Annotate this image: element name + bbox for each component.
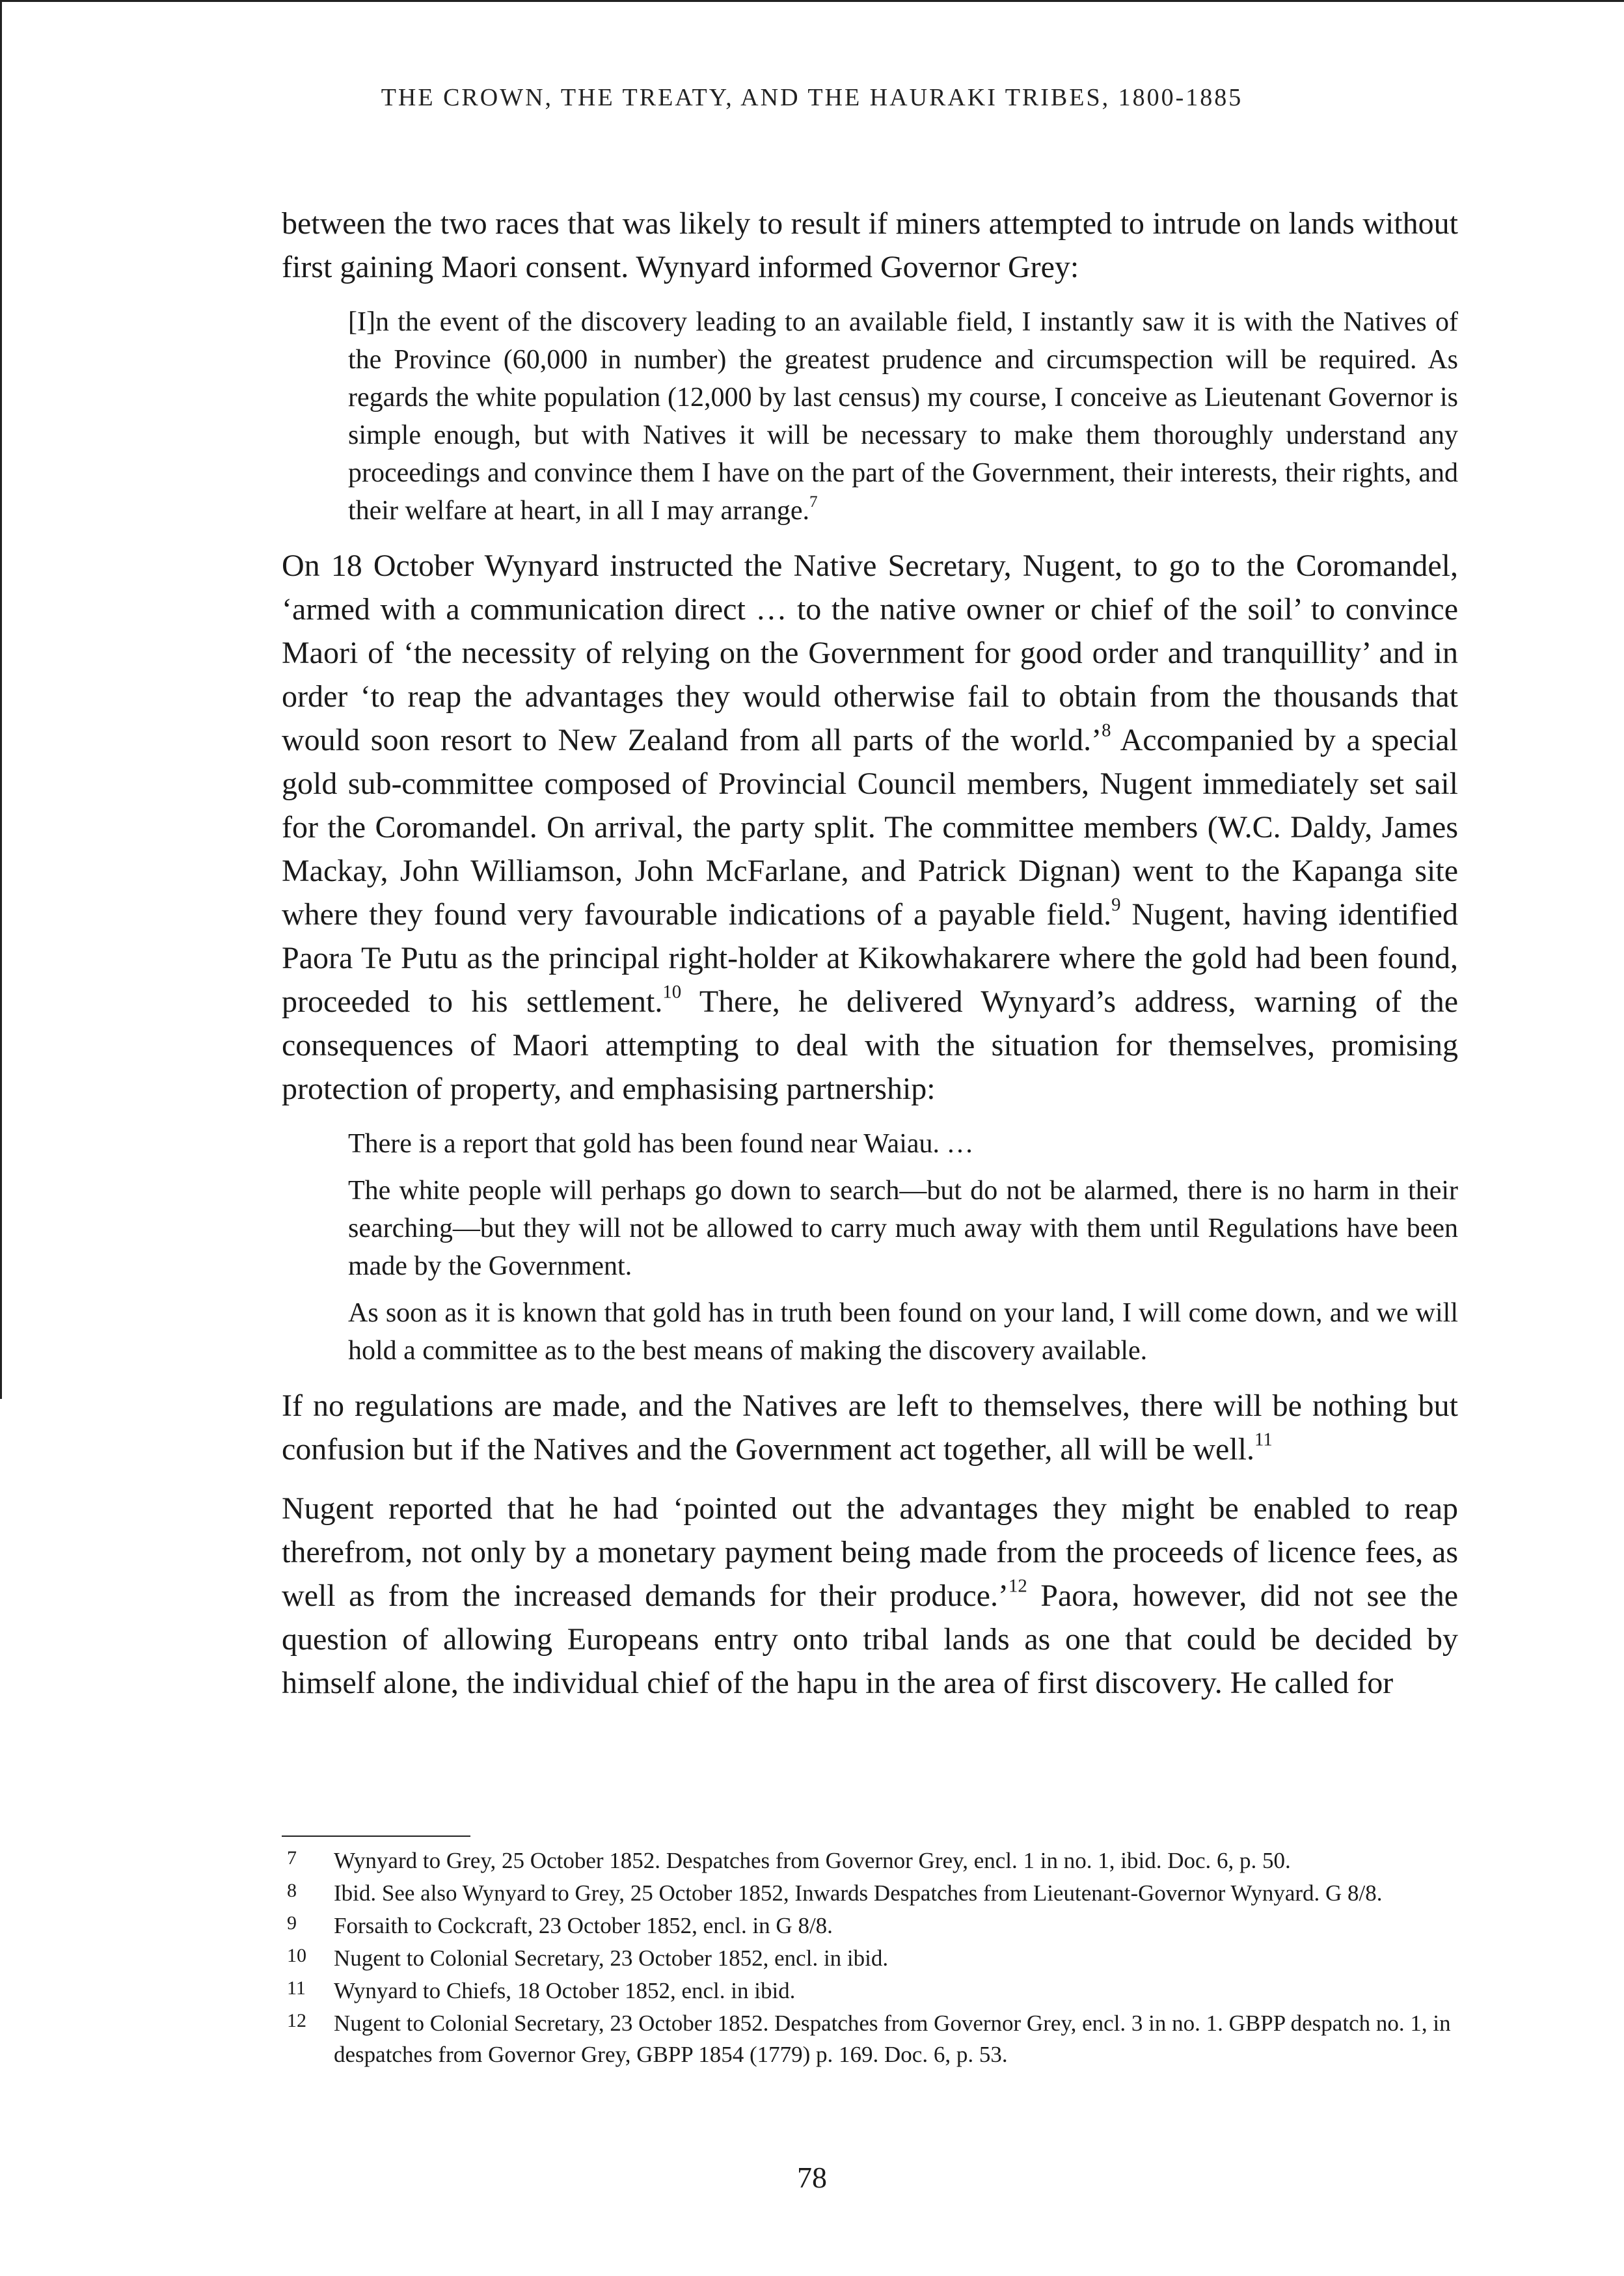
quote-text: [I]n the event of the discovery leading to an available field, I instantly saw it is with the Natives of the Province (60,000 in number) the greatest prudence and circumspection will be required. As regards the white population (12,000 by last census) my course, I conceive as Lieutenant Governor is simple enough, but with Natives it will be necessary to make them thoroughly understand any proceedings and convince them I have on the part of the Government, their interests, their rights, and their welfare at heart, in all I may arrange. xyxy=(348,307,1458,526)
page-number: 78 xyxy=(797,2161,827,2194)
footnote-11 xyxy=(282,1975,1458,2007)
footnote-number: 10 xyxy=(287,1945,306,1966)
paragraph-2-part-d: There, he delivered Wynyard’s address, warning of the consequences of Maori attempting to deal with the situation for themselves, promising protection of property, and emphasising partnership: xyxy=(282,984,1458,1106)
footnote-text: Wynyard to Chiefs, 18 October 1852, encl. in ibid. xyxy=(334,1978,796,2003)
footnote-text: Nugent to Colonial Secretary, 23 October 1852, encl. in ibid. xyxy=(334,1945,889,1971)
footnote-10 xyxy=(282,1943,1458,1974)
footnote-number: 12 xyxy=(287,2010,306,2031)
block-quote-2 xyxy=(348,1125,1458,1370)
footnote-ref: 12 xyxy=(1008,1575,1027,1597)
footnote-number: 7 xyxy=(287,1847,297,1869)
footnote-number: 11 xyxy=(287,1977,306,1999)
paragraph-1: between the two races that was likely to result if miners attempted to intrude on lands without first gaining Maori consent. Wynyard informed Governor Grey: xyxy=(282,206,1458,284)
body-text xyxy=(282,202,1458,1705)
block-quote-2-line-1: There is a report that gold has been found near Waiau. … xyxy=(348,1129,974,1159)
paragraph-3 xyxy=(282,1384,1458,1471)
footnote-text: Ibid. See also Wynyard to Grey, 25 October 1852, Inwards Despatches from Lieutenant-Governor Wynyard. G 8/8. xyxy=(334,1880,1383,1906)
block-quote-2-line-3: As soon as it is known that gold has in truth been found on your land, I will come down, and we will hold a committee as to the best means of making the discovery available. xyxy=(348,1298,1458,1366)
footnote-ref: 9 xyxy=(1111,894,1121,915)
footnote-9 xyxy=(282,1910,1458,1942)
footnote-ref: 7 xyxy=(809,493,818,511)
footnote-7 xyxy=(282,1845,1458,1876)
footnote-ref: 10 xyxy=(662,981,682,1003)
block-quote-2-line-2: The white people will perhaps go down to search—but do not be alarmed, there is no harm in their searching—but they will not be allowed to carry much away with them until Regulations have been made by the Government. xyxy=(348,1176,1458,1281)
paragraph-4-part-b: Paora, however, did not see the question of allowing Europeans entry onto tribal lands as one that could be decided by himself alone, the individual chief of the hapu in the area of first discovery. He called for xyxy=(282,1578,1458,1700)
scan-edge-top xyxy=(0,0,1624,2)
block-quote-1-text xyxy=(348,303,1458,530)
paragraph-4 xyxy=(282,1487,1458,1705)
footnotes xyxy=(282,1845,1458,2072)
scan-edge-left xyxy=(0,0,2,1399)
running-head: THE CROWN, THE TREATY, AND THE HAURAKI TRIBES, 1800-1885 xyxy=(381,84,1243,111)
footnote-text: Wynyard to Grey, 25 October 1852. Despatches from Governor Grey, encl. 1 in no. 1, ibid. Doc. 6, p. 50. xyxy=(334,1848,1291,1873)
block-quote-1 xyxy=(348,303,1458,530)
footnote-ref: 11 xyxy=(1254,1429,1273,1450)
footnote-12 xyxy=(282,2008,1458,2070)
paragraph-3-text: If no regulations are made, and the Natives are left to themselves, there will be nothing but confusion but if the Natives and the Government act together, all will be well. xyxy=(282,1389,1458,1467)
footnote-8 xyxy=(282,1878,1458,1909)
footnote-number: 9 xyxy=(287,1912,297,1934)
footnote-text: Forsaith to Cockcraft, 23 October 1852, encl. in G 8/8. xyxy=(334,1913,833,1938)
footnote-separator xyxy=(282,1836,470,1837)
paragraph-2-part-c: Nugent, having identified Paora Te Putu as the principal right-holder at Kikowhakarere where the gold had been found, proceeded to his settlement. xyxy=(282,897,1458,1019)
footnote-ref: 8 xyxy=(1102,720,1111,741)
footnote-number: 8 xyxy=(287,1880,297,1901)
paragraph-2 xyxy=(282,544,1458,1111)
paragraph-2-part-a: On 18 October Wynyard instructed the Native Secretary, Nugent, to go to the Coromandel, ‘armed with a communication direct … to the native owner or chief of the soil’ to convince Maori of ‘the necessity of relying on the Government for good order and tranquillity’ and in order ‘to reap the advantages they would otherwise fail to obtain from the thousands that would soon resort to New Zealand from all parts of the world.’ xyxy=(282,549,1458,757)
paragraph-2-part-b: Accompanied by a special gold sub-committee composed of Provincial Council members, Nugent immediately set sail for the Coromandel. On arrival, the party split. The committee members (W.C. Daldy, James Mackay, John Williamson, John McFarlane, and Patrick Dignan) went to the Kapanga site where they found very favourable indications of a payable field. xyxy=(282,723,1459,932)
paragraph-4-part-a: Nugent reported that he had ‘pointed out the advantages they might be enabled to reap therefrom, not only by a monetary payment being made from the proceeds of licence fees, as well as from the increased demands for their produce.’ xyxy=(282,1491,1458,1613)
footnote-text: Nugent to Colonial Secretary, 23 October 1852. Despatches from Governor Grey, encl. 3 in no. 1. GBPP despatch no. 1, in despatches from Governor Grey, GBPP 1854 (1779) p. 169. Doc. 6, p. 53. xyxy=(334,2011,1451,2067)
